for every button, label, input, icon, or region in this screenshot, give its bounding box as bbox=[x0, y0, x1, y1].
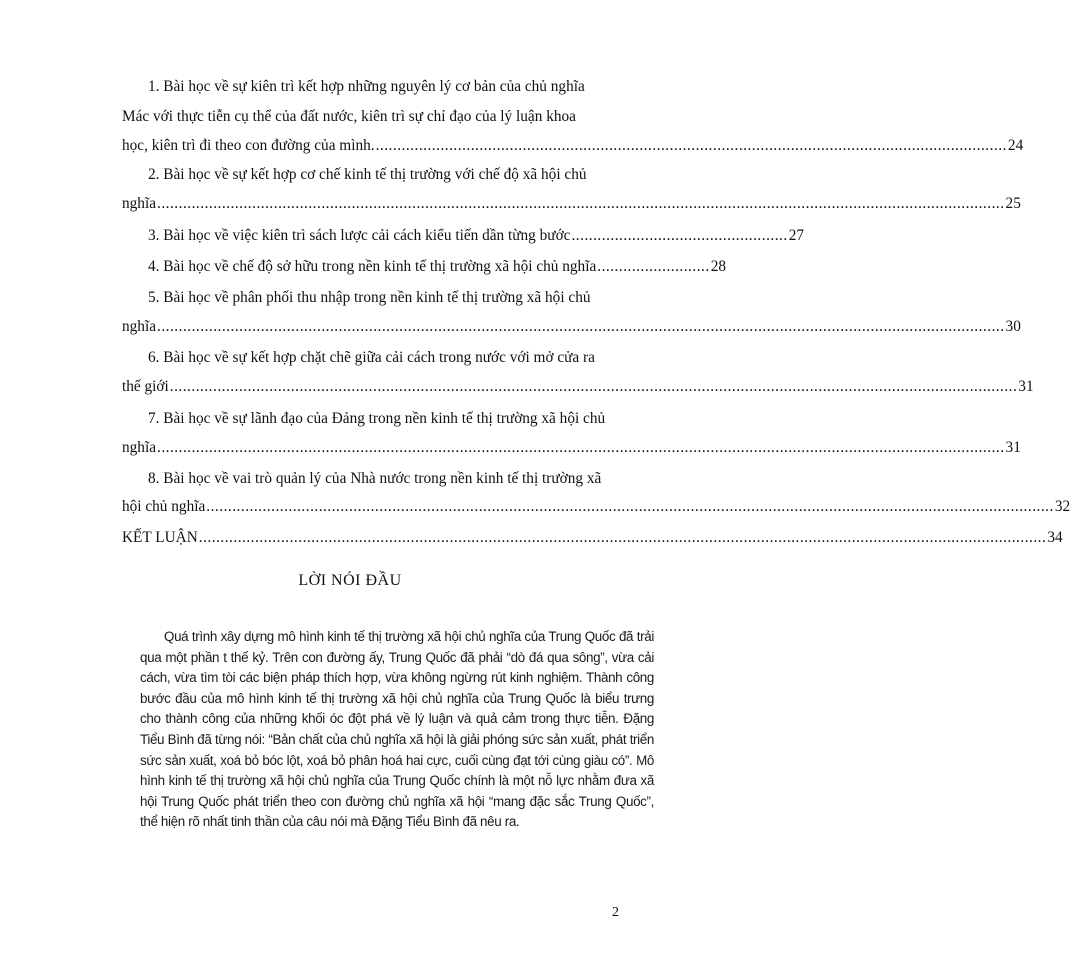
toc-page-number: 30 bbox=[1005, 318, 1021, 335]
preface-paragraph: Quá trình xây dựng mô hình kinh tế thị trường xã hội chủ nghĩa của Trung Quốc đã trải qua một phần t thế kỷ. Trên con đường ấy, Trung Quốc đã phải “dò đá qua sông”, vừa cải cách, vừa tìm tòi các biện pháp thích hợp, vừa không ngừng rút kinh nghiệm. Thành công bước đầu của mô hình kinh tế thị trường xã hội chủ nghĩa của Trung Quốc là biểu trưng cho thành công của những khối óc đột phá về lý luận và quả cảm trong thực tiễn. Đặng Tiểu Bình đã từng nói: “Bản chất của chủ nghĩa xã hội là giải phóng sức sản xuất, phát triển sức sản xuất, xoá bỏ bóc lột, xoá bỏ phân hoá hai cực, cuối cùng đạt tới cùng giàu có”. Mô hình kinh tế thị trường xã hội chủ nghĩa của Trung Quốc chính là một nỗ lực nhằm đưa xã hội Trung Quốc phát triển theo con đường chủ nghĩa xã hội “mang đặc sắc Trung Quốc”, thể hiện rõ nhất tinh thần của câu nói mà Đặng Tiểu Bình đã nêu ra. bbox=[140, 629, 654, 830]
toc-entry-text: nghĩa bbox=[122, 318, 156, 335]
toc-entry-text: KẾT LUẬN bbox=[122, 529, 198, 546]
toc-entry-text: 3. Bài học về việc kiên trì sách lược cải cách kiểu tiến dần từng bước bbox=[148, 227, 571, 244]
toc-entry-text: 1. Bài học về sự kiên trì kết hợp những nguyên lý cơ bản của chủ nghĩa bbox=[148, 78, 585, 95]
toc-entry-text: 7. Bài học về sự lãnh đạo của Đảng trong nền kinh tế thị trường xã hội chủ bbox=[148, 410, 606, 427]
toc-entry-text: học, kiên trì đi theo con đường của mình. bbox=[122, 137, 375, 154]
toc-page-number: 25 bbox=[1005, 195, 1021, 212]
toc-entry-text: nghĩa bbox=[122, 195, 156, 212]
preface-body bbox=[140, 627, 654, 833]
toc-leader-dots: .................................................................................................................................................................................................... bbox=[169, 378, 1018, 395]
toc-entry-text: 6. Bài học về sự kết hợp chặt chẽ giữa cải cách trong nước với mở cửa ra bbox=[148, 349, 595, 366]
toc-leader-dots: .................................................................................................................................................................................................... bbox=[157, 439, 1005, 456]
toc-entry-text: Mác với thực tiễn cụ thể của đất nước, kiên trì sự chỉ đạo của lý luận khoa bbox=[122, 108, 576, 125]
toc-entry-text: thế giới bbox=[122, 378, 169, 395]
toc-page-number: 32 bbox=[1054, 498, 1070, 515]
toc-leader-dots: .................................................................................................................................................. bbox=[375, 137, 1007, 154]
toc-page-number: 31 bbox=[1005, 439, 1021, 456]
toc-entry-text: 5. Bài học về phân phối thu nhập trong nền kinh tế thị trường xã hội chủ bbox=[148, 289, 591, 306]
toc-leader-dots: .................................................................................................................................................................................................... bbox=[206, 498, 1054, 515]
page-number: 2 bbox=[612, 905, 619, 920]
toc-leader-dots: .................................................................................................................................................................................................... bbox=[157, 195, 1005, 212]
toc-entry-text: 8. Bài học về vai trò quản lý của Nhà nước trong nền kinh tế thị trường xã bbox=[148, 470, 602, 487]
toc-page-number: 34 bbox=[1047, 529, 1063, 546]
toc-page-number: 28 bbox=[710, 258, 726, 275]
toc-leader-dots: .................................................................................................................................................................................................... bbox=[198, 529, 1047, 546]
toc-leader-dots: .................................................................................................................................................................................................... bbox=[157, 318, 1005, 335]
toc-page-number: 24 bbox=[1007, 137, 1024, 154]
toc-entry-text: 4. Bài học về chế độ sở hữu trong nền kinh tế thị trường xã hội chủ nghĩa bbox=[148, 258, 597, 275]
toc-leader-dots: .................................................. bbox=[571, 227, 788, 244]
toc-page-number: 31 bbox=[1018, 378, 1034, 395]
toc-leader-dots: .......................... bbox=[597, 258, 710, 275]
toc-entry-text: hội chủ nghĩa bbox=[122, 498, 206, 515]
toc-entry-text: nghĩa bbox=[122, 439, 156, 456]
toc-page-number: 27 bbox=[788, 227, 804, 244]
toc-entry-text: 2. Bài học về sự kết hợp cơ chế kinh tế thị trường với chế độ xã hội chủ bbox=[148, 166, 587, 183]
preface-title: LỜI NÓI ĐẦU bbox=[298, 572, 402, 589]
